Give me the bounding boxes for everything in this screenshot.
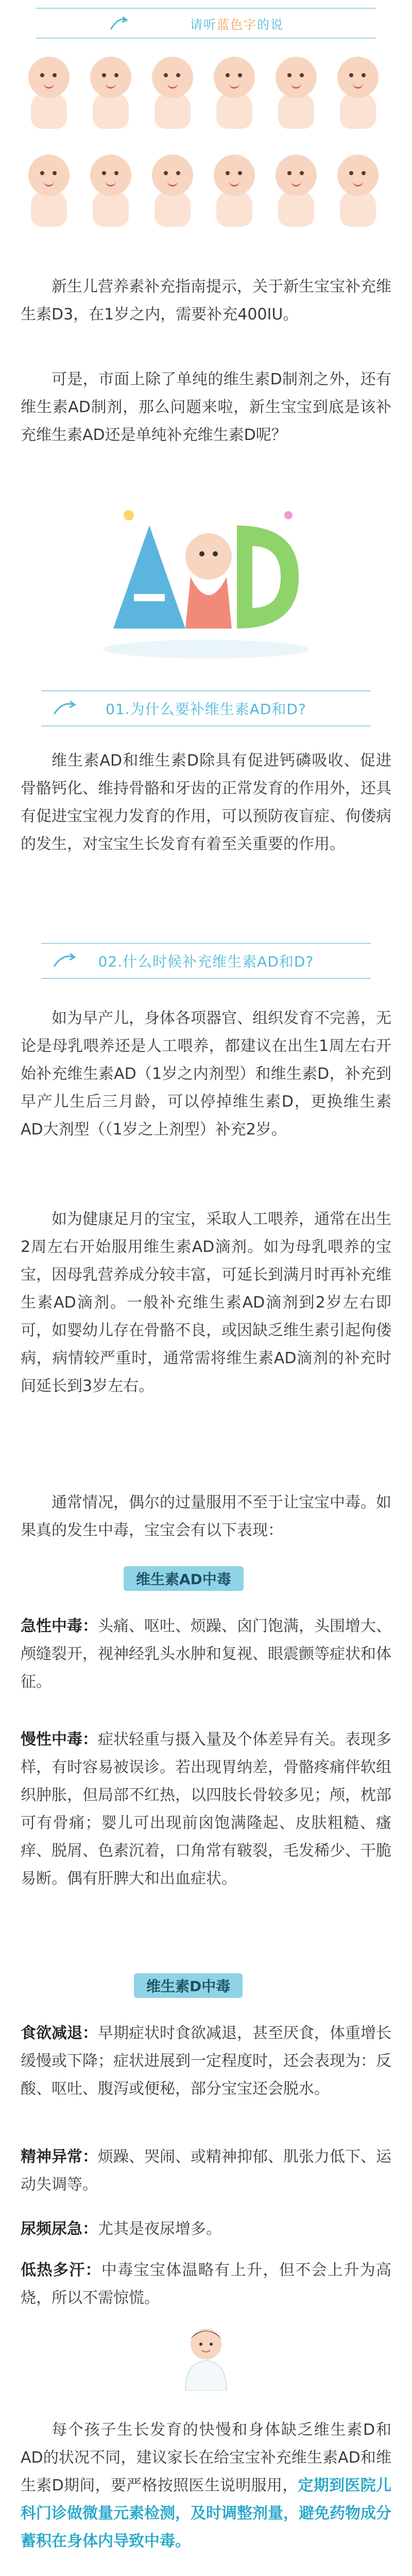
baby-illustration [144, 155, 201, 232]
mental-abnormal-text: 烦躁、哭闹、或精神抑郁、肌张力低下、运动失调等。 [21, 2148, 391, 2194]
frequent-urination-term: 尿频尿急： [21, 2220, 98, 2238]
intro-paragraph-2: 可是，市面上除了单纯的维生素D制剂之外，还有维生素AD制剂，那么问题来啦，新生宝宝到底是该补充维生素AD还是单纯补充维生素D呢？ [21, 370, 391, 444]
chronic-poisoning-term: 慢性中毒： [21, 1731, 98, 1749]
low-fever-term: 低热多汗： [21, 2261, 101, 2279]
low-fever-item [21, 2257, 391, 2312]
acute-poisoning-term: 急性中毒： [21, 1617, 98, 1635]
doctor-illustration [175, 2324, 237, 2391]
section-1-body: 维生素AD和维生素D除具有促进钙磷吸收、促进骨骼钙化、维持骨骼和牙齿的正常发育的作用外，还具有促进宝宝视力发育的作用，可以预防夜盲症、佝偻病的发生，对宝宝生长发育有着至关重要的作用。 [21, 752, 391, 853]
acute-poisoning-text: 头痛、呕吐、烦躁、囟门饱满，头围增大、颅缝裂开，视神经乳头水肿和复视、眼震颤等症状和体征。 [21, 1617, 391, 1691]
vitamin-ad-poisoning-label: 维生素AD中毒 [124, 1566, 244, 1591]
vitamin-d-poisoning-label: 维生素D中毒 [134, 1973, 243, 1998]
section-title-2-text: 02.什么时候补充维生素AD和D? [98, 953, 314, 970]
closing-emphasis-1: 定期到医院儿科门诊做微量元素检测，及时调整剂量，避免药物成分蓄积在身体内导致中毒。 [21, 2477, 391, 2550]
section-2-paragraph-3: 通常情况，偶尔的过量服用不至于让宝宝中毒。如果真的发生中毒，宝宝会有以下表现： [21, 1494, 391, 1539]
hand-arrow-icon [108, 14, 129, 32]
baby-illustration [330, 155, 386, 232]
section-2-paragraph-2: 如为健康足月的宝宝，采取人工喂养，通常在出生2周左右开始服用维生素AD滴剂。如为母乳喂养的宝宝，因母乳营养成分较丰富，可延长到满月时再补充维生素AD滴剂。一般补充维生素AD滴剂到2岁左右即可，如婴幼儿存在骨骼不良，或因缺乏维生素引起佝偻病，病情较严重时，通常需将维生素AD滴剂的补充时间延长到3岁左右。 [21, 1210, 391, 1395]
follow-caption: 请听蓝色字的说 [190, 17, 284, 32]
chronic-poisoning-text: 症状轻重与摄入量及个体差异有关。表现多样，有时容易被误诊。若出现胃纳差，骨骼疼痛伴软组织肿胀，但局部不红热，以四肢长骨较多见；颅，枕部可有骨痛；婴儿可出现前囟饱满隆起、皮肤粗糙、瘙痒、脱屑、色素沉着，口角常有皲裂，毛发稀少、干脆易断。偶有肝脾大和出血症状。 [21, 1731, 391, 1888]
appetite-loss-text: 早期症状时食欲减退，甚至厌食，体重增长缓慢或下降；症状进展到一定程度时，还会表现为：反酸、呕吐、腹泻或便秘，部分宝宝还会脱水。 [21, 2024, 391, 2098]
hand-arrow-icon [52, 698, 77, 718]
baby-illustration [268, 57, 324, 134]
hand-arrow-icon [52, 950, 77, 971]
section-2-paragraph-1: 如为早产儿，身体各项器官、组织发育不完善，无论是母乳喂养还是人工喂养，都建议在出生1周左右开始补充维生素AD（1岁之内剂型）和维生素D，补充到早产儿生后三月龄，可以停掉维生素D，更换维生素AD大剂型（（1岁之上剂型）补充2岁。 [21, 1009, 391, 1139]
baby-illustration [21, 155, 77, 232]
baby-illustration [268, 155, 324, 232]
frequent-urination-text: 尤其是夜尿增多。 [98, 2220, 221, 2238]
chronic-poisoning-item [21, 1726, 391, 1893]
baby-illustration [21, 57, 77, 134]
baby-illustration [330, 57, 386, 134]
appetite-loss-term: 食欲减退： [21, 2024, 98, 2042]
baby-illustration [206, 155, 263, 232]
low-fever-text: 中毒宝宝体温略有上升，但不会上升为高烧，所以不需惊慌。 [21, 2261, 392, 2307]
baby-illustration-grid [21, 52, 391, 247]
frequent-urination-item [21, 2215, 391, 2243]
appetite-loss-item [21, 2020, 391, 2103]
baby-illustration [82, 57, 139, 134]
section-title-1-text: 01.为什么要补维生素AD和D? [106, 701, 306, 718]
intro-paragraph-1: 新生儿营养素补充指南提示，关于新生宝宝补充维生素D3，在1岁之内，需要补充400IU。 [21, 278, 391, 324]
section-title-1 [41, 690, 371, 726]
mental-abnormal-item [21, 2143, 391, 2199]
acute-poisoning-item [21, 1613, 391, 1696]
section-title-2 [41, 943, 371, 979]
vitamin-ad-illustration [82, 495, 330, 670]
baby-illustration [82, 155, 139, 232]
baby-illustration [144, 57, 201, 134]
baby-illustration [206, 57, 263, 134]
follow-prompt-bar[interactable] [36, 8, 376, 39]
header-banner [0, 0, 412, 258]
mental-abnormal-term: 精神异常： [21, 2148, 98, 2166]
closing-paragraph-1: 每个孩子生长发育的快慢和身体缺乏维生素D和AD的状况不同，建议家长在给宝宝补充维生素AD和维生素D期间，要严格按照医生说明服用，定期到医院儿科门诊做微量元素检测，及时调整剂量，避免药物成分蓄积在身体内导致中毒。 [21, 2421, 391, 2550]
